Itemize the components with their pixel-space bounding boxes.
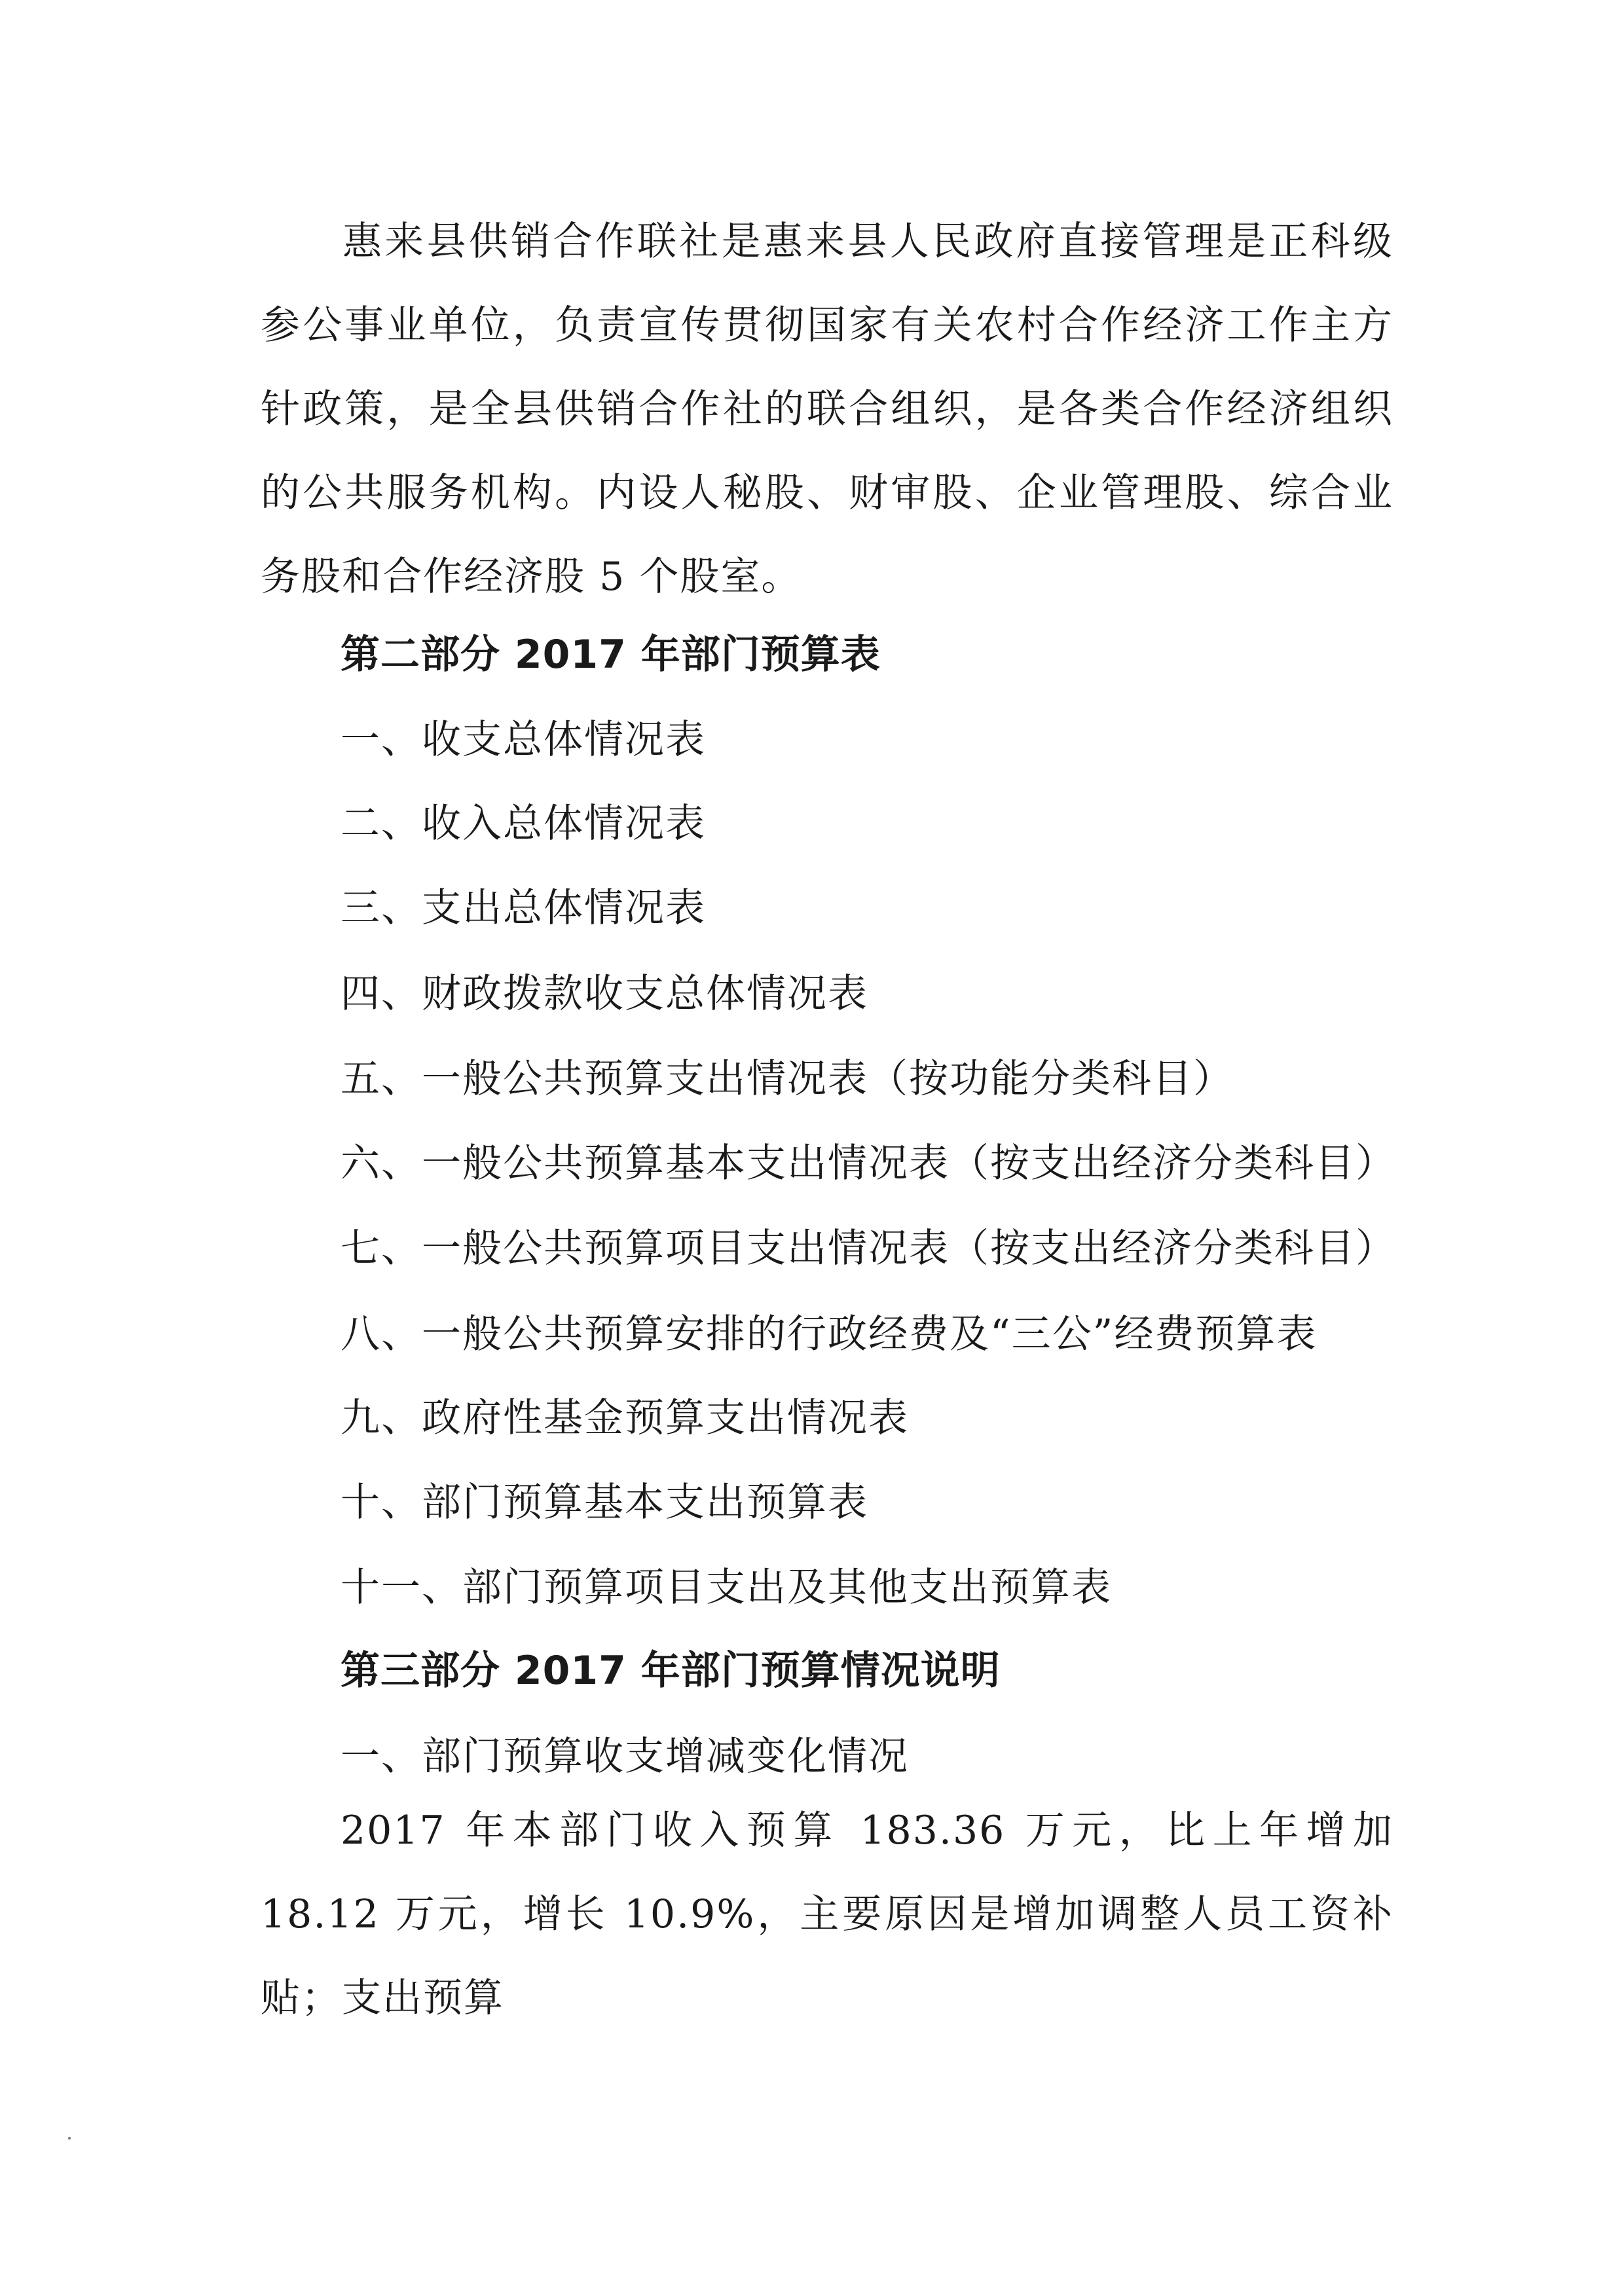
toc-item-8: 八、一般公共预算安排的行政经费及“三公”经费预算表 [341,1311,1318,1357]
scan-speck [68,2137,71,2140]
intro-paragraph: 惠来县供销合作联社是惠来县人民政府直接管理是正科级参公事业单位，负责宣传贯彻国家有关农村合作经济工作主方针政策，是全县供销合作社的联合组织，是各类合作经济组织的公共服务机构。内设人秘股、财审股、企业管理股、综合业务股和合作经济股 5 个股室。 [261,219,1393,600]
part3-heading: 第三部分 2017 年部门预算情况说明 [341,1648,1001,1694]
part3-subheading: 一、部门预算收支增减变化情况 [341,1734,909,1779]
toc-item-6: 六、一般公共预算基本支出情况表（按支出经济分类科目） [341,1140,1396,1186]
toc-item-2: 二、收入总体情况表 [341,801,706,847]
toc-item-3: 三、支出总体情况表 [341,885,706,931]
toc-item-7: 七、一般公共预算项目支出情况表（按支出经济分类科目） [341,1226,1396,1271]
toc-item-9: 九、政府性基金预算支出情况表 [341,1395,909,1441]
part2-heading: 第二部分 2017 年部门预算表 [341,632,881,678]
toc-item-11: 十一、部门预算项目支出及其他支出预算表 [341,1565,1112,1611]
toc-item-1: 一、收支总体情况表 [341,717,706,763]
budget-change-paragraph: 2017 年本部门收入预算 183.36 万元，比上年增加 18.12 万元，增长 10.9%，主要原因是增加调整人员工资补贴；支出预算 [261,1808,1393,2021]
toc-item-10: 十、部门预算基本支出预算表 [341,1480,868,1525]
toc-item-5: 五、一般公共预算支出情况表（按功能分类科目） [341,1056,1234,1102]
toc-item-4: 四、财政拨款收支总体情况表 [341,971,868,1017]
